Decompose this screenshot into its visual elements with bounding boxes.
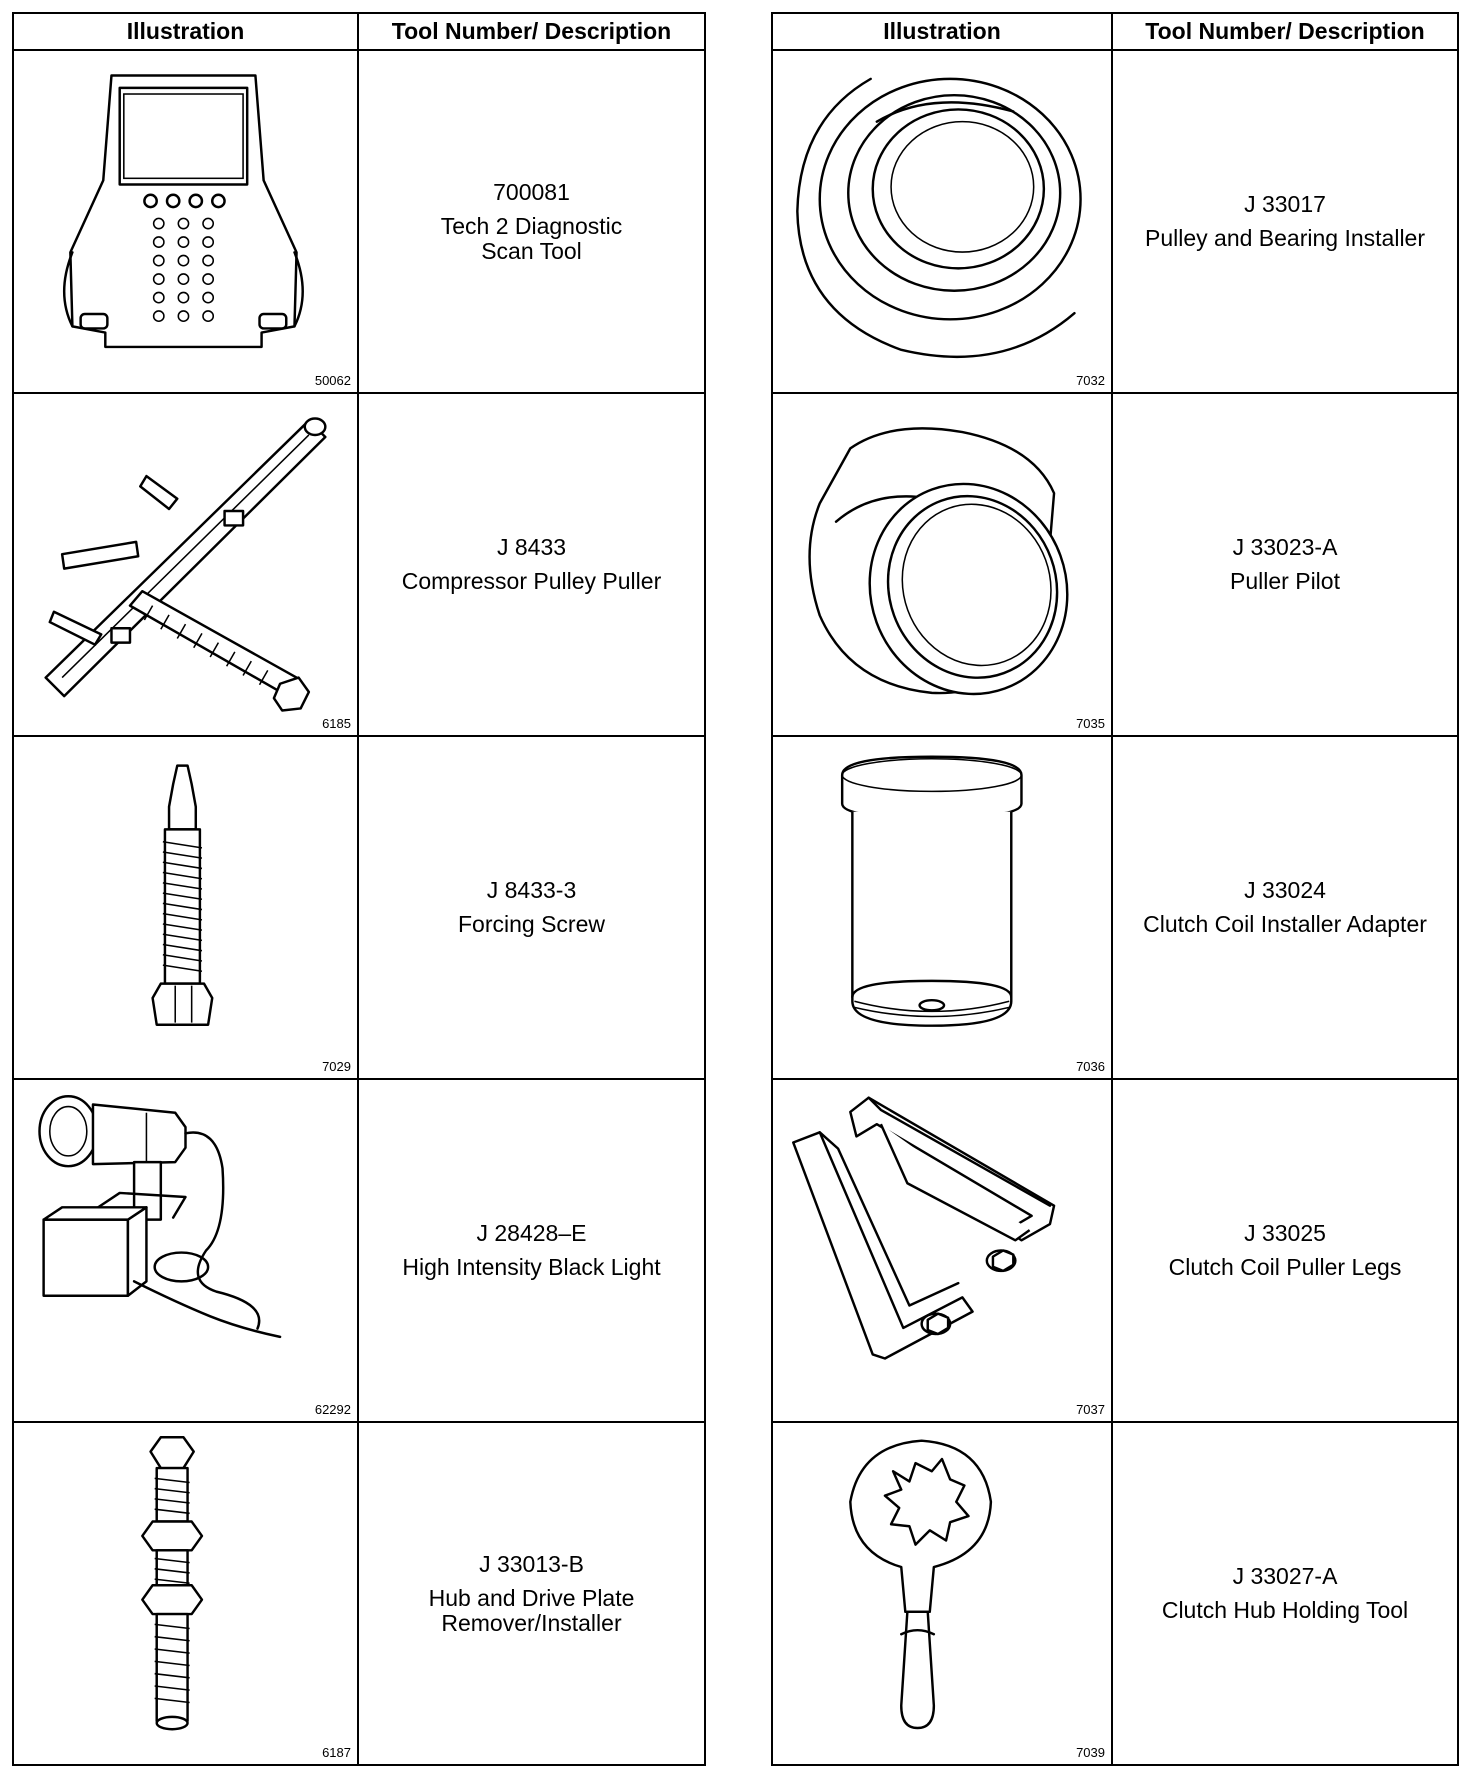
clutch-hub-holding-tool-icon — [779, 1429, 1105, 1758]
left-table-header-row — [13, 13, 705, 50]
tool-description: Clutch Coil Installer Adapter — [1143, 911, 1427, 937]
illustration-header: Illustration — [13, 13, 358, 50]
table-row — [13, 393, 705, 736]
figure-number: 7036 — [1076, 1059, 1105, 1074]
figure-number: 7039 — [1076, 1745, 1105, 1760]
figure-number: 7037 — [1076, 1402, 1105, 1417]
clutch-coil-installer-adapter-icon — [779, 743, 1105, 1072]
tool-number: J 8433-3 — [486, 877, 577, 903]
tech-2-scan-tool-icon — [20, 57, 351, 386]
tool-number: J 33024 — [1244, 877, 1326, 903]
illustration-cell — [13, 736, 358, 1079]
tool-number: 700081 — [493, 178, 570, 205]
figure-number: 7029 — [322, 1059, 351, 1074]
right-tool-table — [771, 12, 1459, 1766]
tool-description: Clutch Hub Holding Tool — [1161, 1597, 1409, 1623]
black-light-icon — [20, 1086, 351, 1415]
tool-description: Puller Pilot — [1230, 568, 1340, 594]
tool-description-cell — [1112, 1079, 1458, 1422]
illustration-cell — [772, 1079, 1112, 1422]
tool-description-cell — [1112, 393, 1458, 736]
illustration-cell — [772, 50, 1112, 393]
tool-description-cell — [358, 1422, 705, 1765]
figure-number: 7032 — [1076, 373, 1105, 388]
figure-number: 50062 — [314, 373, 351, 388]
hub-drive-plate-remover-icon — [20, 1429, 351, 1758]
tool-description: Tech 2 Diagnostic Scan Tool — [440, 212, 623, 264]
illustration-cell — [772, 736, 1112, 1079]
tool-description-header: Tool Number/ Description — [358, 13, 705, 50]
table-row — [772, 736, 1458, 1079]
tool-description-cell — [1112, 50, 1458, 393]
tool-number: J 33017 — [1244, 191, 1326, 217]
tool-description: High Intensity Black Light — [402, 1254, 661, 1280]
illustration-cell — [772, 393, 1112, 736]
table-row — [772, 393, 1458, 736]
tool-description-cell — [1112, 1422, 1458, 1765]
table-row — [772, 50, 1458, 393]
table-row — [772, 1422, 1458, 1765]
tool-description: Forcing Screw — [458, 911, 605, 937]
figure-number: 7035 — [1076, 716, 1105, 731]
tool-description-cell — [358, 50, 705, 393]
tool-number: J 28428–E — [476, 1220, 587, 1246]
tool-number: J 33027-A — [1232, 1563, 1338, 1589]
illustration-cell — [13, 393, 358, 736]
tool-description-cell — [358, 393, 705, 736]
tool-description: Hub and Drive Plate Remover/Installer — [428, 1584, 635, 1636]
table-row — [13, 50, 705, 393]
illustration-cell — [13, 1079, 358, 1422]
table-row — [13, 736, 705, 1079]
left-tool-table — [12, 12, 706, 1766]
tool-number: J 33023-A — [1232, 534, 1338, 560]
tool-description: Clutch Coil Puller Legs — [1168, 1254, 1402, 1280]
illustration-header: Illustration — [772, 13, 1112, 50]
forcing-screw-icon — [20, 743, 351, 1072]
clutch-coil-puller-legs-icon — [779, 1086, 1105, 1415]
compressor-pulley-puller-icon — [20, 400, 351, 729]
tool-description-header: Tool Number/ Description — [1112, 13, 1458, 50]
pulley-bearing-installer-icon — [779, 57, 1105, 386]
figure-number: 6187 — [322, 1745, 351, 1760]
tool-description-cell — [358, 736, 705, 1079]
tool-number: J 33025 — [1244, 1220, 1326, 1246]
tool-description: Compressor Pulley Puller — [401, 568, 662, 594]
tool-number: J 33013-B — [479, 1550, 584, 1577]
illustration-cell — [13, 1422, 358, 1765]
table-row — [13, 1079, 705, 1422]
right-table-header-row — [772, 13, 1458, 50]
figure-number: 62292 — [314, 1402, 351, 1417]
table-row — [13, 1422, 705, 1765]
figure-number: 6185 — [322, 716, 351, 731]
tool-description-cell — [1112, 736, 1458, 1079]
tool-number: J 8433 — [496, 534, 567, 560]
table-row — [772, 1079, 1458, 1422]
illustration-cell — [772, 1422, 1112, 1765]
illustration-cell — [13, 50, 358, 393]
tool-description-cell — [358, 1079, 705, 1422]
puller-pilot-icon — [779, 400, 1105, 729]
tool-description: Pulley and Bearing Installer — [1145, 225, 1425, 251]
